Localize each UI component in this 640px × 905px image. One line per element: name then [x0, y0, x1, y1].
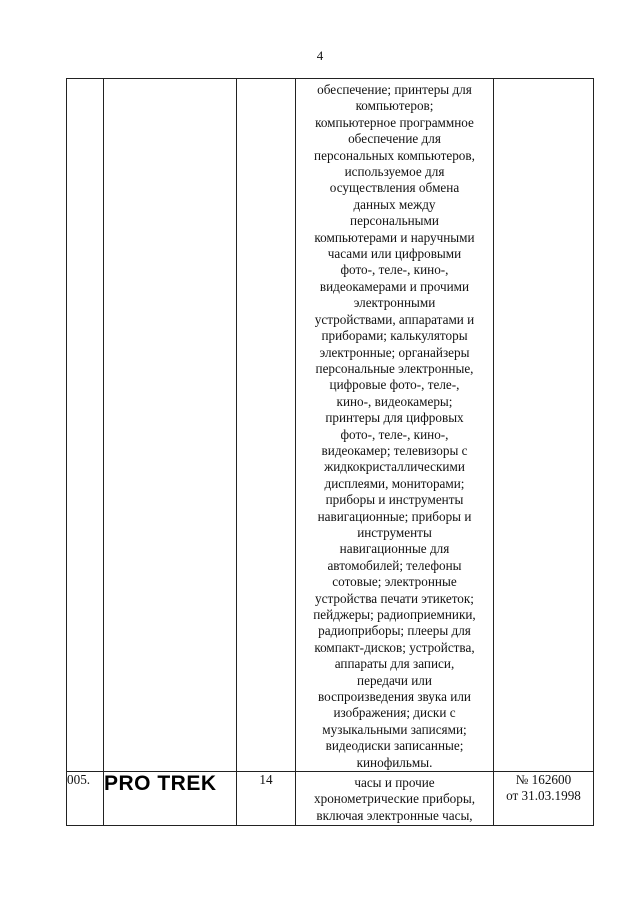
goods-line: электронные; органайзеры — [319, 344, 470, 360]
goods-line: устройства печати этикеток; — [315, 590, 474, 606]
goods-line: передачи или — [357, 672, 432, 688]
trademark-cell — [104, 772, 237, 826]
goods-line: устройствами, аппаратами и — [314, 311, 475, 327]
registration-cell — [494, 79, 594, 772]
goods-line: персональными — [350, 213, 439, 229]
goods-line: кино-, видеокамеры; — [336, 393, 453, 409]
registration-date: от 31.03.1998 — [506, 788, 581, 804]
goods-line: компакт-дисков; устройства, — [314, 639, 475, 655]
trademark-cell — [104, 79, 237, 772]
class-cell — [237, 79, 296, 772]
goods-line: компьютерами и наручными — [314, 229, 475, 245]
class-cell: 14 — [237, 772, 296, 826]
goods-line: принтеры для цифровых — [325, 410, 464, 426]
table-row — [67, 79, 594, 772]
goods-text — [296, 79, 493, 771]
goods-line: приборами; калькуляторы — [321, 328, 468, 344]
goods-text — [296, 772, 493, 824]
goods-line: используемое для — [344, 164, 445, 180]
goods-line: кинофильмы. — [356, 754, 433, 770]
goods-line: навигационные; приборы и — [317, 508, 472, 524]
pro-trek-logo: PRO TREK — [104, 772, 217, 796]
goods-line: хронометрические приборы, — [314, 791, 475, 807]
goods-line: цифровые фото-, теле-, — [329, 377, 460, 393]
goods-line: видеодиски записанные; — [325, 738, 464, 754]
goods-line: радиоприборы; плееры для — [318, 623, 471, 639]
table-row — [67, 772, 594, 826]
goods-line: электронными — [353, 295, 436, 311]
goods-cell — [296, 79, 494, 772]
goods-line: видеокамер; телевизоры с — [321, 442, 468, 458]
goods-line: пейджеры; радиоприемники, — [313, 607, 476, 622]
goods-line: инструменты — [357, 524, 432, 540]
goods-line: музыкальными записями; — [322, 721, 467, 737]
goods-line: компьютеров; — [355, 98, 434, 114]
goods-line: компьютерное программное — [315, 114, 474, 130]
goods-line: навигационные для — [339, 541, 450, 557]
goods-line: фото-, теле-, кино-, — [340, 426, 449, 442]
goods-line: жидкокристаллическими — [324, 459, 465, 475]
goods-line: дисплеями, мониторами; — [324, 475, 465, 491]
row-number-cell — [67, 79, 104, 772]
goods-line: приборы и инструменты — [325, 492, 464, 508]
goods-line: обеспечение для — [348, 131, 441, 147]
goods-line: часы и прочие — [354, 775, 435, 791]
goods-line: сотовые; электронные — [332, 574, 457, 590]
trademark-table — [66, 78, 594, 826]
goods-line: воспроизведения звука или — [318, 689, 471, 705]
goods-line: данных между — [353, 196, 436, 212]
page-number: 4 — [316, 48, 324, 63]
goods-line: автомобилей; телефоны — [327, 557, 462, 573]
goods-line: изображения; диски с — [333, 705, 456, 721]
goods-line: видеокамерами и прочими — [319, 278, 470, 294]
goods-line: аппараты для записи, — [334, 656, 455, 672]
goods-line: включая электронные часы, — [316, 807, 473, 823]
goods-cell — [296, 772, 494, 826]
goods-line: часами или цифровыми — [327, 246, 462, 262]
goods-line: осуществления обмена — [329, 180, 460, 196]
row-number-cell: 005. — [67, 772, 104, 826]
goods-line: персональных компьютеров, — [314, 147, 475, 163]
goods-line: персональные электронные, — [315, 360, 474, 376]
goods-line: обеспечение; принтеры для — [317, 82, 472, 97]
registration-number: № 162600 — [515, 772, 572, 788]
goods-line: фото-, теле-, кино-, — [340, 262, 449, 278]
registration-cell — [494, 772, 594, 826]
